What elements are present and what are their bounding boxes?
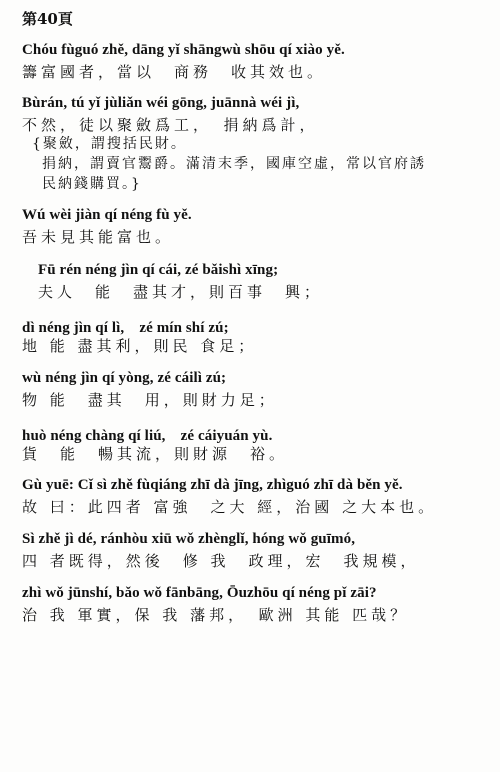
pinyin-line: Fū rén néng jìn qí cái, zé bǎishì xīng;	[38, 262, 279, 278]
hanzi-line: 貨 能 暢其流，則財源 裕。	[22, 445, 289, 463]
pinyin-line: Bùrán, tú yǐ jùliǎn wéi gōng, juānnà wéi jì,	[22, 95, 300, 111]
page-number-header: 第40頁	[22, 10, 73, 28]
hanzi-line: 物 能 盡其 用，則財力足；	[22, 391, 278, 409]
annotation-line: 捐納，謂賣官鬻爵。滿清末季，國庫空虛，常以官府誘	[42, 156, 426, 172]
annotation-line: 民納錢購買。}	[42, 176, 142, 192]
pinyin-line: Wú wèi jiàn qí néng fù yě.	[22, 207, 192, 223]
hanzi-line: 不然，徒以聚斂爲工， 捐納爲計，	[22, 116, 319, 134]
hanzi-line: 地 能 盡其利，則民 食足；	[22, 337, 258, 355]
pinyin-line: Chóu fùguó zhě, dāng yǐ shāngwù shōu qí xiào yě.	[22, 42, 345, 58]
hanzi-line: 籌富國者，當以 商務 收其效也。	[22, 63, 327, 81]
annotation-line: {聚斂，謂搜括民財。	[32, 136, 187, 152]
pinyin-line: Sì zhě jì dé, ránhòu xiū wǒ zhènglǐ, hóng wǒ guīmó,	[22, 531, 356, 547]
pinyin-line: dì néng jìn qí lì, zé mín shí zú;	[22, 320, 229, 336]
hanzi-line: 故 曰：此四者 富強 之大 經，治國 之大本也。	[22, 498, 438, 516]
hanzi-line: 吾未見其能富也。	[22, 228, 175, 246]
pinyin-line: Gù yuē: Cǐ sì zhě fùqiáng zhī dà jīng, zhìguó zhī dà běn yě.	[22, 477, 403, 493]
hanzi-line: 夫人 能 盡其才，則百事 興；	[38, 283, 324, 301]
pinyin-line: zhì wǒ jūnshí, bǎo wǒ fānbāng, Ōuzhōu qí néng pǐ zāi?	[22, 585, 377, 601]
pinyin-line: wù néng jìn qí yòng, zé cáilì zú;	[22, 370, 227, 386]
hanzi-line: 四 者既得，然後 修 我 政理，宏 我規模，	[22, 552, 420, 570]
pinyin-line: huò néng chàng qí liú, zé cáiyuán yù.	[22, 428, 273, 444]
hanzi-line: 治 我 軍實，保 我 藩邦， 歐洲 其能 匹哉？	[22, 606, 410, 624]
